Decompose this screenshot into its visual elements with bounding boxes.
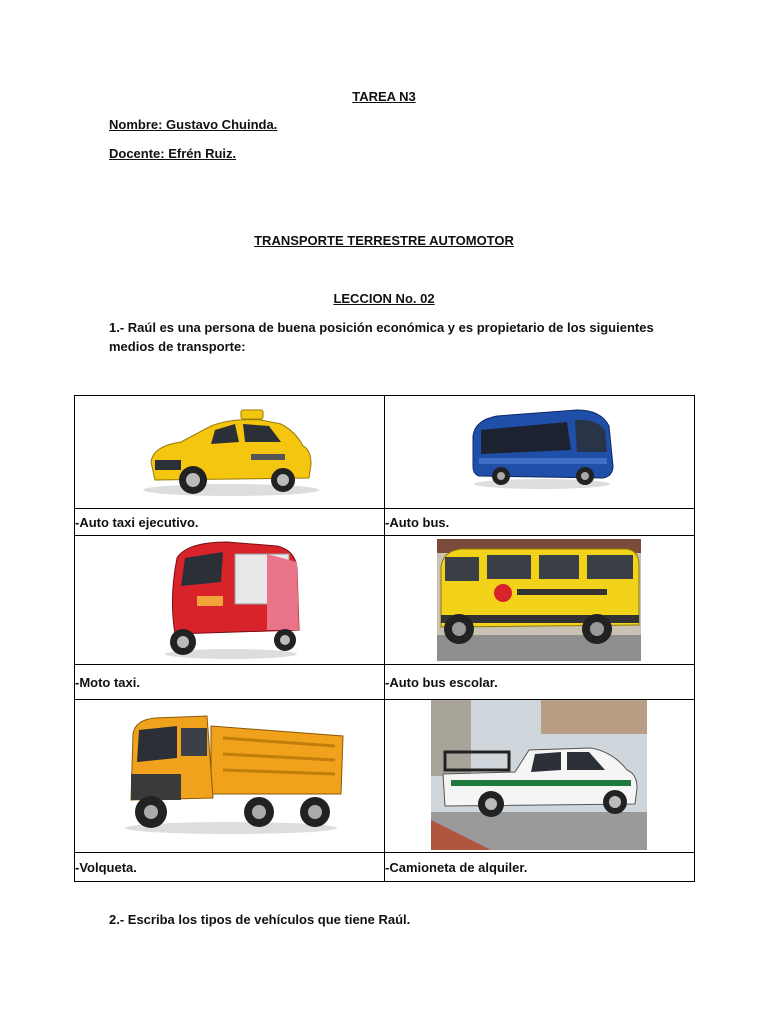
dump-truck-image bbox=[115, 708, 347, 836]
question-2: 2.- Escriba los tipos de vehículos que tiene Raúl. bbox=[109, 912, 411, 927]
teacher-name: Docente: Efrén Ruiz. bbox=[109, 146, 237, 161]
taxi-image-cell bbox=[75, 396, 385, 509]
bus-image bbox=[467, 406, 617, 492]
question-1: 1.- Raúl es una persona de buena posición económica y es propietario de los siguientes medios de transporte: bbox=[109, 320, 654, 354]
taxi-car-image bbox=[131, 402, 331, 502]
vehicle-caption: -Auto bus escolar. bbox=[385, 665, 695, 700]
school-bus-image bbox=[437, 539, 641, 661]
pickup-truck-image bbox=[431, 700, 647, 850]
section-title: TRANSPORTE TERRESTRE AUTOMOTOR bbox=[254, 233, 514, 248]
student-name: Nombre: Gustavo Chuinda. bbox=[109, 117, 278, 132]
school-bus-image-cell bbox=[385, 536, 695, 665]
vehicle-caption: -Auto taxi ejecutivo. bbox=[75, 509, 385, 536]
moto-taxi-image bbox=[157, 538, 305, 662]
pickup-truck-image-cell bbox=[385, 700, 695, 853]
vehicle-caption: -Camioneta de alquiler. bbox=[385, 853, 695, 882]
dump-truck-image-cell bbox=[75, 700, 385, 853]
document-title: TAREA N3 bbox=[352, 89, 416, 104]
vehicle-caption: -Moto taxi. bbox=[75, 665, 385, 700]
vehicles-table bbox=[74, 395, 695, 882]
moto-taxi-image-cell bbox=[75, 536, 385, 665]
lesson-title: LECCION No. 02 bbox=[333, 291, 435, 306]
vehicle-caption: -Auto bus. bbox=[385, 509, 695, 536]
vehicle-caption: -Volqueta. bbox=[75, 853, 385, 882]
bus-image-cell bbox=[385, 396, 695, 509]
